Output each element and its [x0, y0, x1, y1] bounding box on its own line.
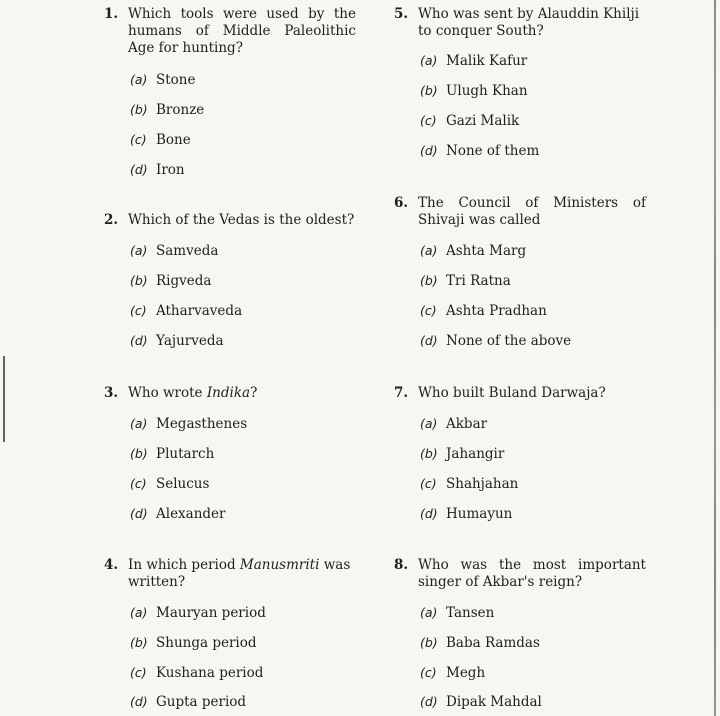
question-text: Which of the Vedas is the oldest? — [128, 212, 355, 228]
option-label: (a) — [420, 605, 438, 620]
question-stem — [104, 557, 356, 591]
option-text: Mauryan period — [156, 605, 266, 621]
option-b — [420, 634, 540, 652]
option-a — [420, 415, 487, 433]
option-label: (d) — [130, 506, 148, 521]
question-text-italic: Indika — [206, 385, 251, 401]
option-label: (a) — [130, 416, 148, 431]
option-text: Baba Ramdas — [446, 635, 540, 651]
option-label: (d) — [420, 506, 438, 521]
option-text: Megh — [446, 665, 486, 681]
option-d — [130, 161, 185, 179]
question-stem — [394, 195, 646, 229]
option-label: (a) — [420, 53, 438, 68]
question-number: 4. — [104, 557, 119, 573]
option-label: (c) — [420, 665, 437, 680]
option-c — [130, 302, 242, 320]
option-b — [420, 445, 504, 463]
option-b — [420, 82, 528, 100]
option-b — [130, 101, 204, 119]
option-text: None of the above — [446, 333, 572, 349]
option-text: Plutarch — [156, 446, 215, 462]
option-d — [130, 693, 246, 711]
question-text — [128, 557, 356, 591]
option-a — [420, 242, 526, 260]
option-label: (b) — [420, 83, 438, 98]
question-number: 1. — [104, 6, 119, 22]
question-stem — [394, 385, 646, 402]
option-label: (c) — [130, 303, 147, 318]
option-text: Ashta Pradhan — [446, 303, 547, 319]
option-c — [420, 664, 485, 682]
question-number: 8. — [394, 557, 409, 573]
option-label: (b) — [130, 446, 148, 461]
question-text — [128, 385, 356, 402]
option-b — [420, 272, 511, 290]
option-text: Rigveda — [156, 273, 212, 289]
option-text: Bone — [156, 132, 191, 148]
option-text: Megasthenes — [156, 416, 248, 432]
question-stem — [104, 6, 356, 57]
option-text: Selucus — [156, 476, 210, 492]
option-d — [130, 332, 224, 350]
option-label: (d) — [130, 333, 148, 348]
question-text-italic: Manusmriti — [239, 557, 320, 573]
question-6 — [394, 195, 646, 349]
option-a — [130, 415, 247, 433]
question-number: 3. — [104, 385, 119, 401]
option-text: Malik Kafur — [446, 53, 528, 69]
option-label: (d) — [130, 694, 148, 709]
option-text: Atharvaveda — [156, 303, 243, 319]
question-4 — [104, 557, 356, 710]
option-label: (c) — [130, 132, 147, 147]
option-label: (d) — [130, 162, 148, 177]
option-d — [420, 142, 539, 160]
option-label: (a) — [420, 243, 438, 258]
option-label: (d) — [420, 143, 438, 158]
question-3 — [104, 385, 356, 522]
option-text: Tansen — [446, 605, 495, 621]
option-d — [130, 505, 226, 523]
option-text: Iron — [156, 162, 185, 178]
question-text-part: Who wrote — [128, 385, 207, 401]
option-label: (a) — [130, 72, 148, 87]
option-text: Ashta Marg — [446, 243, 527, 259]
option-text: Kushana period — [156, 665, 264, 681]
option-text: Samveda — [156, 243, 219, 259]
option-c — [130, 664, 263, 682]
page-edge-mark — [3, 356, 5, 442]
option-c — [130, 475, 209, 493]
option-b — [130, 445, 214, 463]
option-text: Alexander — [156, 506, 226, 522]
option-text: Gupta period — [156, 694, 247, 710]
option-label: (b) — [420, 273, 438, 288]
option-d — [420, 332, 571, 350]
option-c — [420, 112, 519, 130]
option-label: (b) — [130, 635, 148, 650]
option-label: (c) — [130, 665, 147, 680]
question-stem — [394, 557, 646, 591]
question-text: Who was the most important singer of Akbar's reign? — [418, 557, 646, 590]
option-label: (b) — [130, 273, 148, 288]
question-2 — [104, 212, 356, 349]
question-text-part: In which period — [128, 557, 240, 573]
question-text-part: ? — [250, 385, 258, 401]
option-text: Stone — [156, 72, 196, 88]
option-label: (a) — [130, 605, 148, 620]
page-edge-shadow — [714, 0, 716, 716]
option-d — [420, 505, 512, 523]
option-a — [420, 52, 527, 70]
option-a — [420, 604, 494, 622]
question-stem — [394, 6, 646, 40]
question-number: 7. — [394, 385, 409, 401]
option-c — [420, 302, 547, 320]
question-number: 2. — [104, 212, 119, 228]
option-text: Jahangir — [446, 446, 505, 462]
question-stem — [104, 212, 356, 229]
option-label: (d) — [420, 694, 438, 709]
option-text: Yajurveda — [156, 333, 224, 349]
option-b — [130, 634, 257, 652]
option-label: (b) — [420, 635, 438, 650]
option-text: Shunga period — [156, 635, 257, 651]
option-label: (c) — [420, 113, 437, 128]
option-a — [130, 242, 218, 260]
option-text: Ulugh Khan — [446, 83, 528, 99]
question-text-part: was written? — [128, 557, 351, 590]
option-text: Tri Ratna — [446, 273, 511, 289]
option-a — [130, 71, 196, 89]
option-text: Shahjahan — [446, 476, 519, 492]
question-text: Who was sent by Alauddin Khilji to conquer South? — [418, 6, 640, 39]
question-text: The Council of Ministers of Shivaji was called — [418, 195, 646, 228]
option-text: Humayun — [446, 506, 513, 522]
question-7 — [394, 385, 646, 522]
question-text: Which tools were used by the humans of Middle Paleolithic Age for hunting? — [128, 6, 356, 56]
option-label: (d) — [420, 333, 438, 348]
option-c — [130, 131, 191, 149]
question-stem — [104, 385, 356, 402]
option-label: (a) — [130, 243, 148, 258]
question-number: 6. — [394, 195, 409, 211]
option-label: (c) — [420, 303, 437, 318]
option-text: Dipak Mahdal — [446, 694, 542, 710]
option-label: (a) — [420, 416, 438, 431]
question-1 — [104, 6, 356, 178]
option-text: Gazi Malik — [446, 113, 520, 129]
option-label: (b) — [420, 446, 438, 461]
option-b — [130, 272, 211, 290]
option-label: (c) — [420, 476, 437, 491]
option-text: None of them — [446, 143, 540, 159]
question-number: 5. — [394, 6, 409, 22]
question-8 — [394, 557, 646, 710]
option-text: Akbar — [446, 416, 488, 432]
question-5 — [394, 6, 646, 159]
question-text: Who built Buland Darwaja? — [418, 385, 606, 401]
option-d — [420, 693, 542, 711]
option-c — [420, 475, 518, 493]
option-text: Bronze — [156, 102, 205, 118]
option-a — [130, 604, 266, 622]
option-label: (c) — [130, 476, 147, 491]
option-label: (b) — [130, 102, 148, 117]
